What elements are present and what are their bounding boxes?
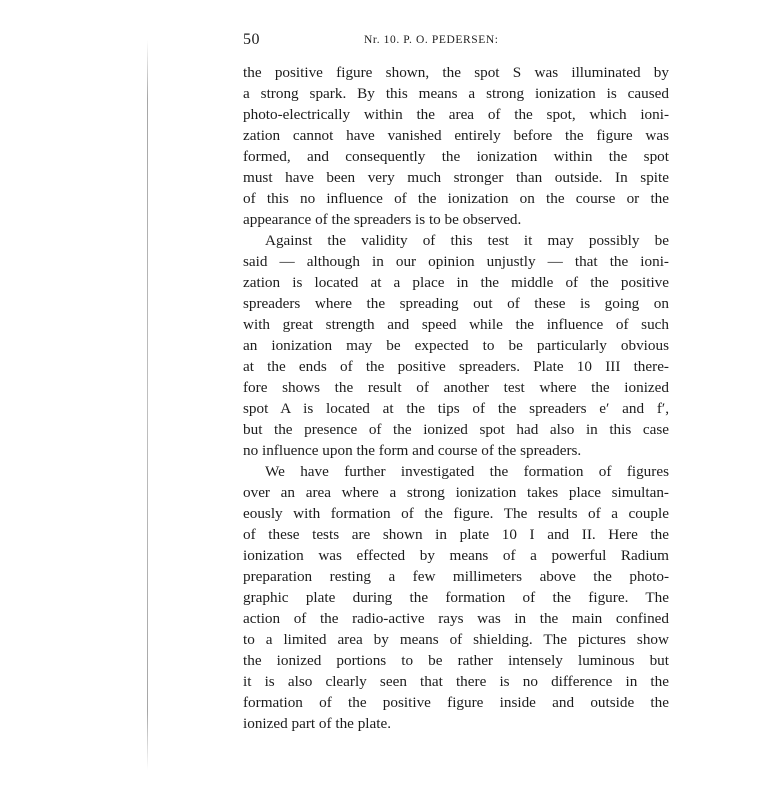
text-line: said — although in our opinion unjustly — that the ioni-	[243, 253, 669, 270]
text-line: of this no influence of the ionization on the course or the	[243, 190, 669, 207]
body-text	[243, 62, 669, 734]
page-header	[243, 31, 667, 51]
text-line: of these tests are shown in plate 10 I and II. Here the	[243, 526, 669, 543]
text-line: appearance of the spreaders is to be observed.	[243, 211, 522, 228]
text-line: but the presence of the ionized spot had also in this case	[243, 421, 669, 438]
text-line: formation of the positive figure inside and outside the	[243, 694, 669, 711]
text-line: formed, and consequently the ionization within the spot	[243, 148, 669, 165]
text-line: the positive figure shown, the spot S was illuminated by	[243, 64, 669, 81]
text-line: graphic plate during the formation of the figure. The	[243, 589, 669, 606]
text-line: preparation resting a few millimeters above the photo-	[243, 568, 669, 585]
text-line: with great strength and speed while the influence of such	[243, 316, 669, 333]
text-line: must have been very much stronger than outside. In spite	[243, 169, 669, 186]
paragraph-2	[243, 230, 669, 461]
binding-edge-shadow	[147, 40, 148, 770]
text-line: action of the radio-active rays was in the main confined	[243, 610, 669, 627]
paragraph-1	[243, 62, 669, 230]
text-line: no influence upon the form and course of the spreaders.	[243, 442, 582, 459]
text-line: it is also clearly seen that there is no difference in the	[243, 673, 669, 690]
running-head: Nr. 10. P. O. PEDERSEN:	[364, 34, 499, 46]
text-line: ionized part of the plate.	[243, 715, 392, 732]
text-line: We have further investigated the formation of figures	[265, 463, 669, 480]
text-line: to a limited area by means of shielding. The pictures show	[243, 631, 669, 648]
text-line: ionization was effected by means of a powerful Radium	[243, 547, 669, 564]
text-line: the ionized portions to be rather intensely luminous but	[243, 652, 669, 669]
text-line: eously with formation of the figure. The results of a couple	[243, 505, 669, 522]
paragraph-3	[243, 461, 669, 734]
text-line: over an area where a strong ionization takes place simultan-	[243, 484, 669, 501]
page-number: 50	[243, 31, 260, 48]
text-line: photo-electrically within the area of the spot, which ioni-	[243, 106, 669, 123]
text-line: Against the validity of this test it may possibly be	[265, 232, 669, 249]
text-line: a strong spark. By this means a strong ionization is caused	[243, 85, 669, 102]
text-line: spot A is located at the tips of the spreaders e′ and f′,	[243, 400, 669, 417]
text-line: zation is located at a place in the middle of the positive	[243, 274, 669, 291]
text-line: zation cannot have vanished entirely before the figure was	[243, 127, 669, 144]
text-line: an ionization may be expected to be particularly obvious	[243, 337, 669, 354]
text-line: at the ends of the positive spreaders. Plate 10 III there-	[243, 358, 669, 375]
text-line: spreaders where the spreading out of these is going on	[243, 295, 669, 312]
text-line: fore shows the result of another test where the ionized	[243, 379, 669, 396]
